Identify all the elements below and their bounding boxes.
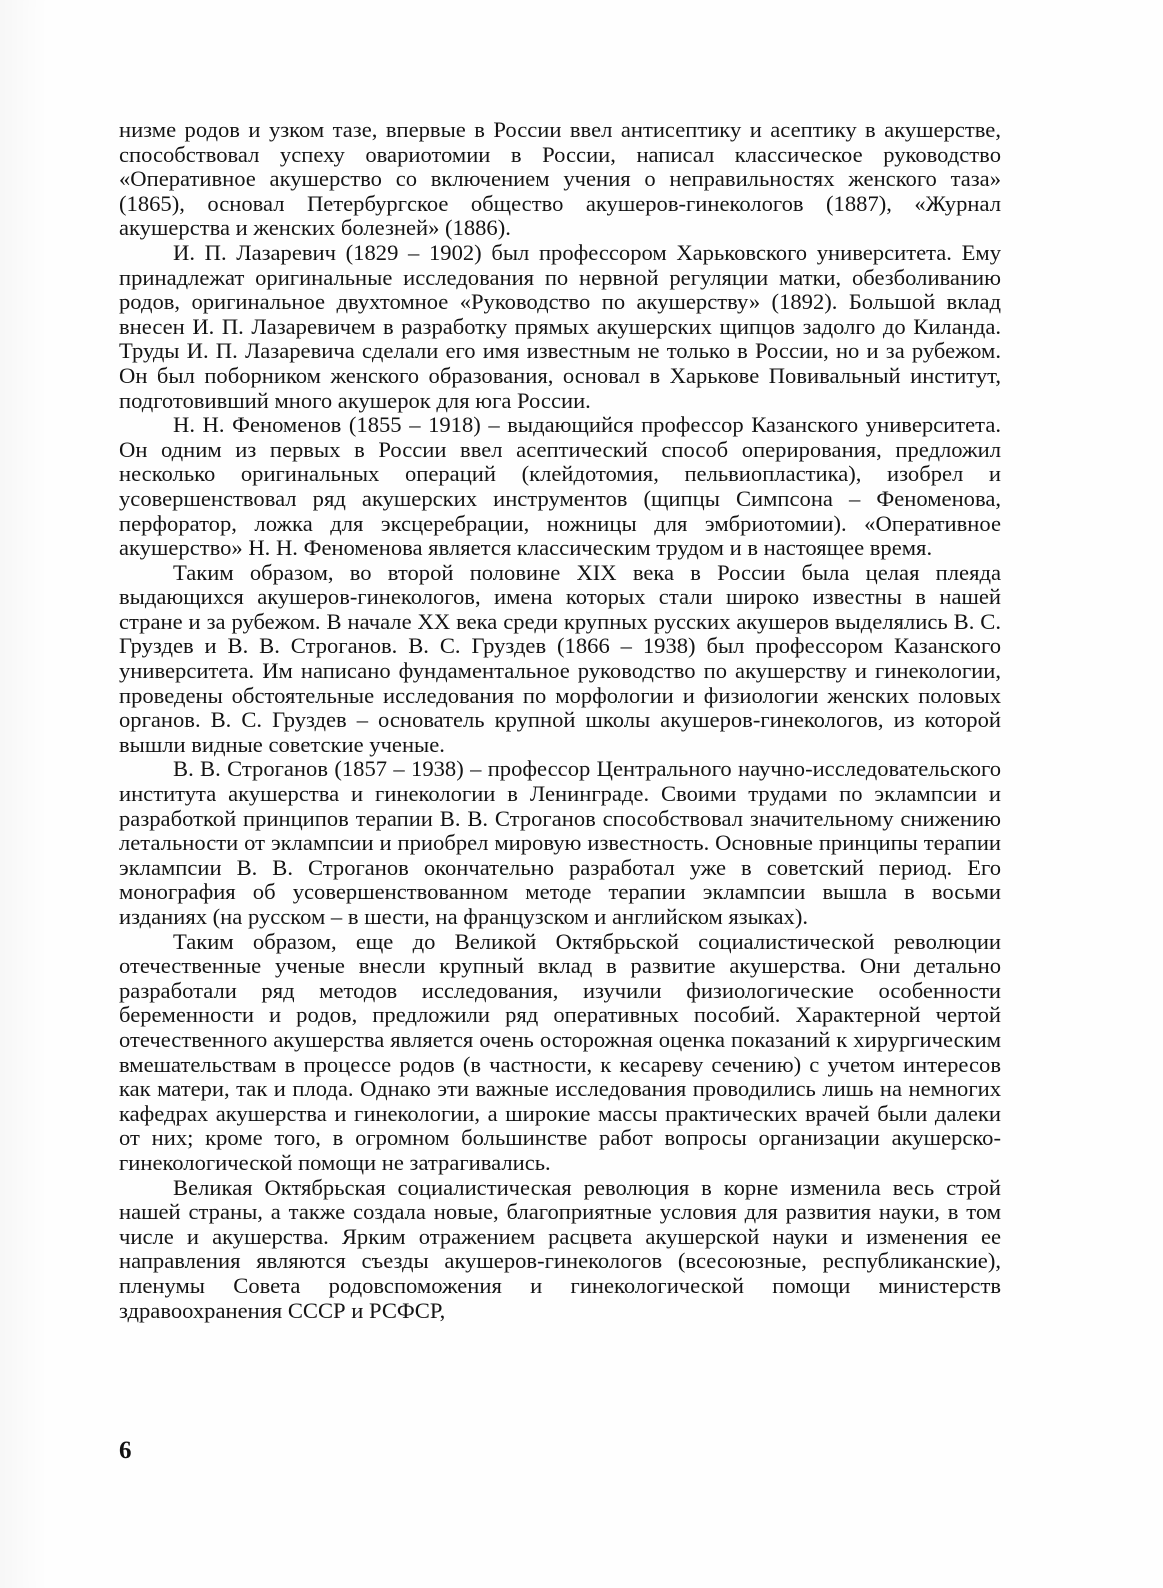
paragraph-lazarevich: И. П. Лазаревич (1829 – 1902) был профессором Харьковского университета. Ему принадлежат оригинальные исследования по нервной регуляции матки, обезболиванию родов, оригинальное двухтомное «Руководство по акушерству» (1892). Большой вклад внесен И. П. Лазаревичем в разработку прямых акушерских щипцов задолго до Киланда. Труды И. П. Лазаревича сделали его имя известным не только в России, но и за рубежом. Он был поборником женского образования, основал в Харькове Повивальный институт, подготовивший много акушерок для юга России.	[119, 239, 1001, 413]
page-number: 6	[119, 1437, 132, 1464]
paragraph-stroganov: В. В. Строганов (1857 – 1938) – профессор Центрального научно-исследовательского института акушерства и гинекологии в Ленинграде. Своими трудами по эклампсии и разработкой принципов терапии В. В. Строганов способствовал значительному снижению летальности от эклампсии и приобрел мировую известность. Основные принципы терапии эклампсии В. В. Строганов окончательно разработал уже в советский период. Его монография об усовершенствованном методе терапии эклампсии вышла в восьми изданиях (на русском – в шести, на французском и английском языках).	[119, 756, 1001, 929]
paragraph-xix-century: Таким образом, во второй половине XIX века в России была целая плеяда выдающихся акушеров-гинекологов, имена которых стали широко известны в нашей стране и за рубежом. В начале XX века среди крупных русских акушеров выделялись В. С. Груздев и В. В. Строганов. В. С. Груздев (1866 – 1938) был профессором Казанского университета. Им написано фундаментальное руководство по акушерству и гинекологии, проведены обстоятельные исследования по морфологии и физиологии женских половых органов. В. С. Груздев – основатель крупной школы акушеров-гинекологов, из которой вышли видные советские ученые.	[119, 559, 1001, 757]
paragraph-revolution: Великая Октябрьская социалистическая революция в корне изменила весь строй нашей страны, а также создала новые, благоприятные условия для развития науки, в том числе и акушерства. Ярким отражением расцвета акушерской науки и изменения ее направления являются съезды акушеров-гинекологов (всесоюзные, республиканские), пленумы Совета родовспоможения и гинекологической помощи министерств здравоохранения СССР и РСФСР,	[119, 1174, 1001, 1323]
body-text	[119, 118, 1001, 1323]
paragraph-continuation: низме родов и узком тазе, впервые в России ввел антисептику и асептику в акушерстве, способствовал успеху овариотомии в России, написал классическое руководство «Оперативное акушерство со включением учения о неправильностях женского таза» (1865), основал Петербургское общество акушеров-гинекологов (1887), «Журнал акушерства и женских болезней» (1886).	[119, 117, 1001, 241]
paragraph-fenomenov: Н. Н. Феноменов (1855 – 1918) – выдающийся профессор Казанского университета. Он одним из первых в России ввел асептический способ оперирования, предложил несколько оригинальных операций (клейдотомия, пельвиопластика), изобрел и усовершенствовал ряд акушерских инструментов (щипцы Симпсона – Феноменова, перфоратор, ложка для эксцеребрации, ножницы для эмбриотомии). «Оперативное акушерство» Н. Н. Феноменова является классическим трудом и в настоящее время.	[119, 412, 1001, 561]
paragraph-before-revolution: Таким образом, еще до Великой Октябрьской социалистической революции отечественные ученые внесли крупный вклад в развитие акушерства. Они детально разработали ряд методов исследования, изучили физиологические особенности беременности и родов, предложили ряд оперативных пособий. Характерной чертой отечественного акушерства является очень осторожная оценка показаний к хирургическим вмешательствам в процессе родов (в частности, к кесареву сечению) с учетом интересов как матери, так и плода. Однако эти важные исследования проводились лишь на немногих кафедрах акушерства и гинекологии, а широкие массы практических врачей были далеки от них; кроме того, в огромном большинстве работ вопросы организации акушерско-гинекологической помощи не затрагивались.	[119, 928, 1001, 1175]
